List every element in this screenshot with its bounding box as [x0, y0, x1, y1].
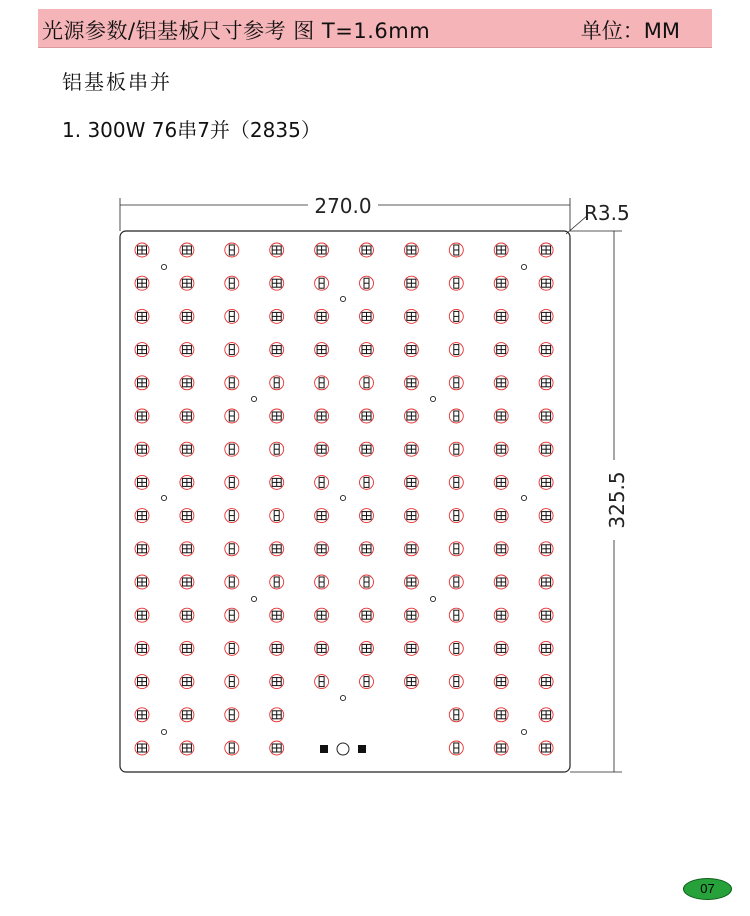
led-footprint [270, 243, 284, 257]
height-label: 325.5 [605, 471, 629, 529]
led-footprint [539, 542, 553, 556]
led-footprint [539, 243, 553, 257]
led-footprint [180, 376, 194, 390]
mounting-hole [251, 396, 256, 401]
led-footprint [404, 243, 418, 257]
led-footprint [539, 475, 553, 489]
led-footprint [135, 343, 149, 357]
led-footprint [225, 475, 239, 489]
led-footprint [135, 509, 149, 523]
led-footprint [315, 675, 329, 689]
led-footprint [449, 409, 463, 423]
led-footprint [360, 641, 374, 655]
led-footprint [315, 276, 329, 290]
led-footprint [135, 276, 149, 290]
led-footprint [539, 641, 553, 655]
led-footprint [360, 608, 374, 622]
led-footprint [404, 641, 418, 655]
mounting-hole [161, 495, 166, 500]
led-footprint [404, 409, 418, 423]
mounting-hole [251, 596, 256, 601]
led-footprint [360, 442, 374, 456]
led-footprint [135, 741, 149, 755]
led-footprint [270, 741, 284, 755]
led-footprint [315, 442, 329, 456]
led-footprint [135, 542, 149, 556]
led-footprint [180, 708, 194, 722]
led-footprint [225, 243, 239, 257]
led-footprint [539, 442, 553, 456]
led-footprint [494, 243, 508, 257]
led-footprint [404, 675, 418, 689]
led-footprint [539, 343, 553, 357]
led-footprint [180, 442, 194, 456]
led-footprint [449, 509, 463, 523]
led-footprint [404, 276, 418, 290]
led-footprint [494, 442, 508, 456]
led-footprint [404, 575, 418, 589]
mounting-hole [521, 264, 526, 269]
led-footprint [449, 276, 463, 290]
led-footprint [135, 575, 149, 589]
led-footprint [315, 343, 329, 357]
led-footprint [404, 442, 418, 456]
led-footprint [135, 475, 149, 489]
led-footprint [449, 475, 463, 489]
led-footprint [404, 542, 418, 556]
led-footprint [360, 475, 374, 489]
led-footprint [270, 542, 284, 556]
led-footprint [494, 309, 508, 323]
led-footprint [360, 343, 374, 357]
connector-pad-right [358, 745, 366, 753]
mounting-hole [340, 495, 345, 500]
led-footprint [494, 641, 508, 655]
led-footprint [360, 575, 374, 589]
led-footprint [449, 309, 463, 323]
led-footprint [494, 542, 508, 556]
led-footprint [404, 509, 418, 523]
connector-pad-left [320, 745, 328, 753]
led-footprint [539, 276, 553, 290]
led-footprint [539, 509, 553, 523]
led-footprint [494, 376, 508, 390]
led-footprint [494, 343, 508, 357]
header-title: 光源参数/铝基板尺寸参考 图 T=1.6mm [42, 19, 431, 43]
led-footprint [449, 675, 463, 689]
led-footprint [315, 575, 329, 589]
led-footprint [315, 475, 329, 489]
led-layer [135, 243, 553, 755]
led-footprint [225, 675, 239, 689]
led-footprint [494, 475, 508, 489]
led-footprint [360, 542, 374, 556]
mounting-hole [340, 296, 345, 301]
led-footprint [449, 741, 463, 755]
led-footprint [270, 708, 284, 722]
led-footprint [225, 708, 239, 722]
led-footprint [315, 608, 329, 622]
led-footprint [180, 276, 194, 290]
led-footprint [180, 509, 194, 523]
led-footprint [494, 708, 508, 722]
led-footprint [449, 343, 463, 357]
led-footprint [225, 608, 239, 622]
radius-label: R3.5 [584, 201, 630, 225]
led-footprint [270, 475, 284, 489]
led-footprint [135, 409, 149, 423]
led-footprint [494, 675, 508, 689]
led-footprint [135, 243, 149, 257]
led-footprint [494, 575, 508, 589]
led-footprint [270, 276, 284, 290]
led-footprint [180, 409, 194, 423]
led-footprint [225, 409, 239, 423]
led-footprint [539, 741, 553, 755]
connector-hole [337, 743, 349, 755]
led-footprint [225, 276, 239, 290]
led-footprint [135, 708, 149, 722]
led-footprint [180, 741, 194, 755]
mounting-holes [161, 264, 526, 734]
led-footprint [225, 376, 239, 390]
led-footprint [135, 309, 149, 323]
led-footprint [225, 442, 239, 456]
led-footprint [360, 409, 374, 423]
led-footprint [180, 608, 194, 622]
led-footprint [449, 575, 463, 589]
led-footprint [449, 376, 463, 390]
led-footprint [270, 608, 284, 622]
led-footprint [180, 343, 194, 357]
led-footprint [180, 243, 194, 257]
mounting-hole [161, 729, 166, 734]
led-footprint [539, 309, 553, 323]
led-footprint [315, 542, 329, 556]
led-footprint [360, 376, 374, 390]
led-footprint [404, 343, 418, 357]
mounting-hole [521, 729, 526, 734]
led-footprint [539, 575, 553, 589]
led-footprint [449, 542, 463, 556]
led-footprint [539, 409, 553, 423]
led-footprint [225, 309, 239, 323]
led-footprint [180, 542, 194, 556]
led-footprint [225, 641, 239, 655]
led-footprint [270, 442, 284, 456]
led-footprint [494, 741, 508, 755]
led-footprint [225, 343, 239, 357]
led-footprint [270, 343, 284, 357]
led-footprint [404, 475, 418, 489]
led-footprint [135, 608, 149, 622]
led-footprint [180, 475, 194, 489]
led-footprint [270, 376, 284, 390]
mounting-hole [161, 264, 166, 269]
led-footprint [360, 675, 374, 689]
led-footprint [315, 309, 329, 323]
item-title: 1. 300W 76串7并（2835） [62, 118, 321, 142]
led-footprint [135, 442, 149, 456]
led-footprint [494, 276, 508, 290]
led-footprint [449, 608, 463, 622]
led-footprint [539, 675, 553, 689]
led-footprint [270, 309, 284, 323]
led-footprint [449, 243, 463, 257]
led-footprint [270, 409, 284, 423]
led-footprint [225, 575, 239, 589]
header-unit: 单位：MM [580, 19, 680, 43]
led-footprint [449, 442, 463, 456]
mounting-hole [430, 396, 435, 401]
section-title: 铝基板串并 [62, 70, 172, 94]
led-footprint [404, 608, 418, 622]
led-footprint [225, 509, 239, 523]
led-footprint [225, 542, 239, 556]
led-footprint [315, 641, 329, 655]
led-footprint [449, 641, 463, 655]
led-footprint [315, 509, 329, 523]
led-footprint [135, 376, 149, 390]
led-footprint [360, 509, 374, 523]
led-footprint [404, 309, 418, 323]
led-footprint [225, 741, 239, 755]
led-footprint [494, 608, 508, 622]
led-footprint [494, 409, 508, 423]
led-footprint [449, 708, 463, 722]
mounting-hole [521, 495, 526, 500]
led-footprint [360, 276, 374, 290]
led-footprint [539, 708, 553, 722]
led-footprint [315, 376, 329, 390]
led-footprint [180, 641, 194, 655]
led-footprint [315, 409, 329, 423]
led-footprint [270, 509, 284, 523]
page-number-badge: 07 [683, 878, 732, 900]
led-footprint [360, 243, 374, 257]
led-footprint [539, 608, 553, 622]
led-footprint [360, 309, 374, 323]
mounting-hole [340, 695, 345, 700]
led-footprint [135, 675, 149, 689]
led-footprint [315, 243, 329, 257]
led-footprint [539, 376, 553, 390]
led-footprint [270, 641, 284, 655]
led-footprint [135, 641, 149, 655]
led-footprint [180, 309, 194, 323]
led-footprint [494, 509, 508, 523]
mounting-hole [430, 596, 435, 601]
led-footprint [180, 675, 194, 689]
led-footprint [180, 575, 194, 589]
led-footprint [404, 376, 418, 390]
led-footprint [270, 575, 284, 589]
width-label: 270.0 [314, 194, 372, 218]
led-footprint [270, 675, 284, 689]
